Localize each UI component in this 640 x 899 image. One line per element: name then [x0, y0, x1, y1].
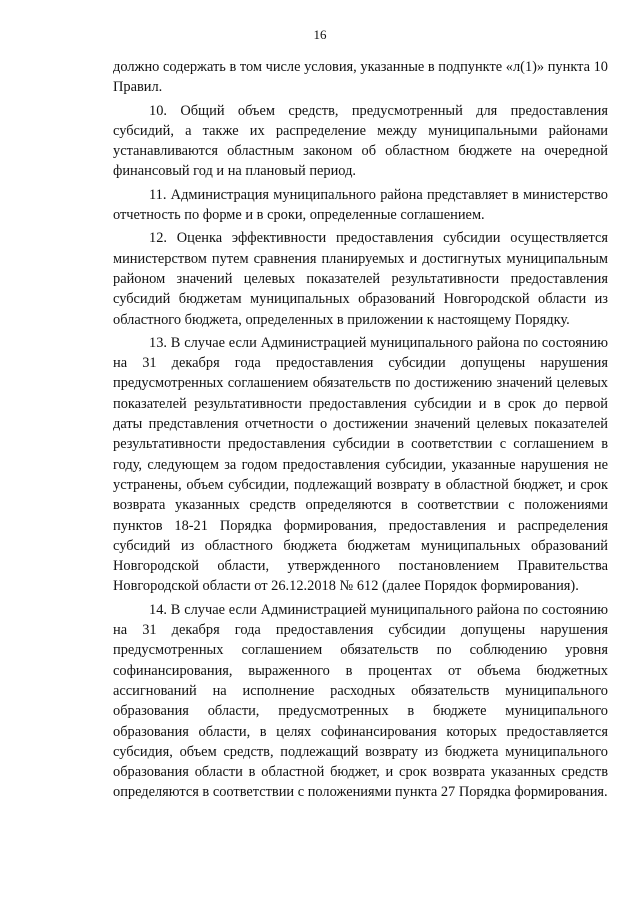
paragraph-12: 12. Оценка эффективности предоставления субсидии осуществляется министерством путем сравнения планируемых и достигнутых муниципальным районом значений целевых показателей результативности предоставления субсидий бюджетам муниципальных образований Новгородской области из областного бюджета, определенных в приложении к настоящему Порядку.	[113, 230, 608, 328]
paragraph-13: 13. В случае если Администрацией муниципального района по состоянию на 31 декабря года предоставления субсидии допущены нарушения предусмотренных соглашением обязательств по достижению значений целевых показателей результативности предоставления субсидии и в срок до первой даты представления отчетности о достижении значений целевых показателей результативности предоставления субсидии в соответствии с соглашением в году, следующем за годом предоставления субсидии, указанные нарушения не устранены, объем субсидии, подлежащий возврату в областной бюджет, и срок возврата указанных средств определяются в соответствии с положениями пунктов 18-21 Порядка формирования, предоставления и распределения субсидий из областного бюджета бюджетам муниципальных образований Новгородской области, утвержденного постановлением Правительства Новгородской области от 26.12.2018 № 612 (далее Порядок формирования).	[113, 334, 608, 595]
paragraph-11: 11. Администрация муниципального района представляет в министерство отчетность по форме и в сроки, определенные соглашением.	[113, 186, 608, 224]
paragraph-continuation: должно содержать в том числе условия, указанные в подпункте «л(1)» пункта 10 Правил.	[113, 59, 608, 96]
document-body	[113, 57, 608, 806]
page-number: 16	[313, 27, 327, 42]
paragraph-14: 14. В случае если Администрацией муниципального района по состоянию на 31 декабря года предоставления субсидии допущены нарушения предусмотренных соглашением обязательств по соблюдению уровня софинансирования, выраженного в процентах от объема бюджетных ассигнований на исполнение расходных обязательств муниципального образования области, предусмотренных в бюджете муниципального образования области, в целях софинансирования которых предоставляется субсидия, объем средств, подлежащий возврату из бюджета муниципального образования области в областной бюджет, и срок возврата указанных средств определяются в соответствии с положениями пункта 27 Порядка формирования.	[113, 601, 608, 801]
paragraph-10: 10. Общий объем средств, предусмотренный для предоставления субсидий, а также их распределение между муниципальными районами устанавливаются областным законом об областном бюджете на очередной финансовый год и на плановый период.	[113, 102, 608, 180]
